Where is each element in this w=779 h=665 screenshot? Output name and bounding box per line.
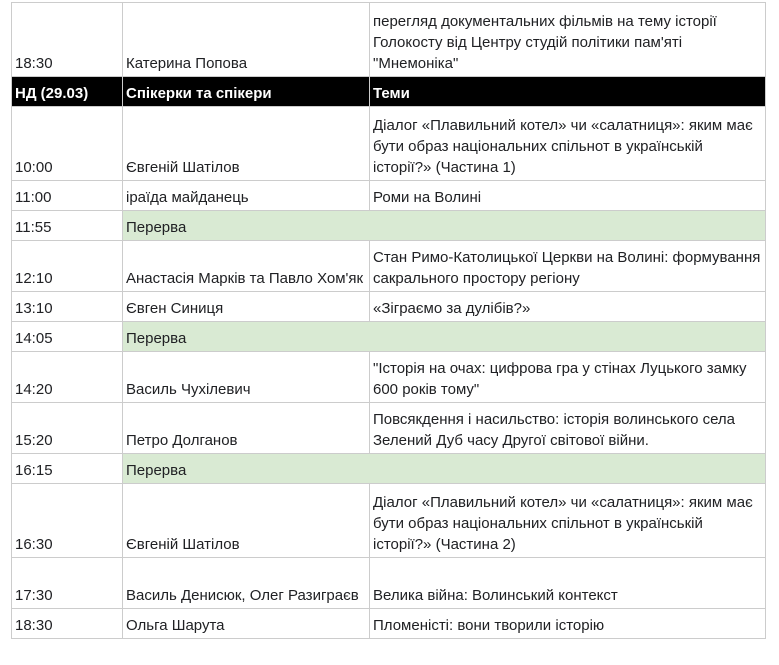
table-row: [12, 609, 766, 639]
speaker-cell[interactable]: іраїда майданець: [123, 181, 370, 211]
table-row: [12, 558, 766, 609]
day-header-cell[interactable]: НД (29.03): [12, 77, 123, 107]
topic-cell[interactable]: Діалог «Плавильний котел» чи «салатниця»: яким має бути образ національних спільнот в українській історії?» (Частина 1): [370, 107, 766, 181]
table-row: [12, 292, 766, 322]
speaker-cell[interactable]: Анастасія Марків та Павло Хом'як: [123, 241, 370, 292]
speaker-cell[interactable]: Євген Синиця: [123, 292, 370, 322]
topic-cell[interactable]: Роми на Волині: [370, 181, 766, 211]
time-cell[interactable]: 16:15: [12, 454, 123, 484]
time-cell[interactable]: 16:30: [12, 484, 123, 558]
time-cell[interactable]: 11:55: [12, 211, 123, 241]
topic-cell[interactable]: Діалог «Плавильний котел» чи «салатниця»: яким має бути образ національних спільнот в українській історії?» (Частина 2): [370, 484, 766, 558]
time-cell[interactable]: 15:20: [12, 403, 123, 454]
table-row: [12, 352, 766, 403]
break-cell[interactable]: Перерва: [123, 211, 766, 241]
break-row: [12, 211, 766, 241]
topic-cell[interactable]: Стан Римо-Католицької Церкви на Волині: формування сакрального простору регіону: [370, 241, 766, 292]
topic-cell[interactable]: Велика війна: Волинський контекст: [370, 558, 766, 609]
speaker-cell[interactable]: Євгеній Шатілов: [123, 484, 370, 558]
break-row: [12, 454, 766, 484]
table-row: [12, 403, 766, 454]
time-cell[interactable]: 11:00: [12, 181, 123, 211]
time-cell[interactable]: 10:00: [12, 107, 123, 181]
topics-column-header[interactable]: Теми: [370, 77, 766, 107]
break-cell[interactable]: Перерва: [123, 322, 766, 352]
topic-cell[interactable]: перегляд документальних фільмів на тему історії Голокосту від Центру студій політики пам'яті "Мнемоніка": [370, 3, 766, 77]
time-cell[interactable]: 18:30: [12, 609, 123, 639]
speaker-cell[interactable]: Петро Долганов: [123, 403, 370, 454]
speaker-cell[interactable]: Василь Чухілевич: [123, 352, 370, 403]
speaker-cell[interactable]: Євгеній Шатілов: [123, 107, 370, 181]
table-row: [12, 241, 766, 292]
topic-cell[interactable]: Пломеністі: вони творили історію: [370, 609, 766, 639]
topic-cell[interactable]: "Історія на очах: цифрова гра у стінах Луцького замку 600 років тому": [370, 352, 766, 403]
speaker-cell[interactable]: Ольга Шарута: [123, 609, 370, 639]
time-cell[interactable]: 13:10: [12, 292, 123, 322]
time-cell[interactable]: 12:10: [12, 241, 123, 292]
break-cell[interactable]: Перерва: [123, 454, 766, 484]
speakers-column-header[interactable]: Спікерки та спікери: [123, 77, 370, 107]
topic-cell[interactable]: Повсякдення і насильство: історія волинського села Зелений Дуб часу Другої світової війни.: [370, 403, 766, 454]
table-row: [12, 484, 766, 558]
break-row: [12, 322, 766, 352]
speaker-cell[interactable]: Василь Денисюк, Олег Разиграєв: [123, 558, 370, 609]
table-row: [12, 3, 766, 77]
schedule-table: [11, 2, 766, 639]
time-cell[interactable]: 14:20: [12, 352, 123, 403]
table-row: [12, 181, 766, 211]
time-cell[interactable]: 17:30: [12, 558, 123, 609]
time-cell[interactable]: 14:05: [12, 322, 123, 352]
topic-cell[interactable]: «Зіграємо за дулібів?»: [370, 292, 766, 322]
time-cell[interactable]: 18:30: [12, 3, 123, 77]
day-header-row: [12, 77, 766, 107]
table-row: [12, 107, 766, 181]
speaker-cell[interactable]: Катерина Попова: [123, 3, 370, 77]
